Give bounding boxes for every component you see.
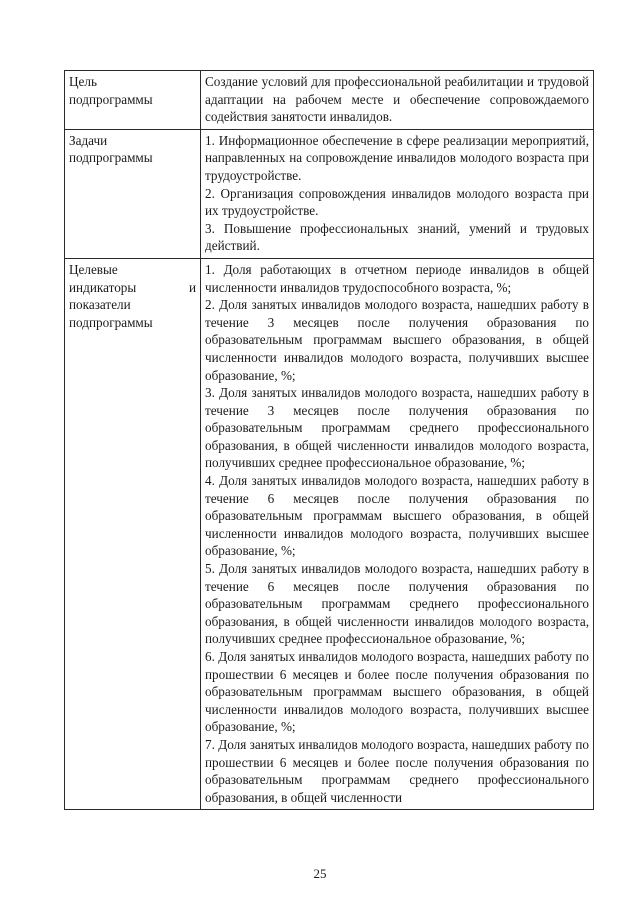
table-row-indicators (65, 258, 594, 809)
table-row-tasks (65, 129, 594, 258)
indicator-item: 6. Доля занятых инвалидов молодого возраста, нашедших работу по прошествии 6 месяцев и более после получения образования по образовательным программам высшего образования, в общей численности инвалидов молодого возраста, получивших высшее образование, %; (205, 649, 589, 735)
row-content-indicators (201, 258, 594, 809)
indicator-item: 5. Доля занятых инвалидов молодого возраста, нашедших работу в течение 6 месяцев после получения образования по образовательным программам среднего профессионального образования, в общей численности инвалидов молодого возраста, получивших среднее профессиональное образование, %; (205, 561, 589, 647)
row-content-tasks (201, 129, 594, 258)
table-row-goal (65, 71, 594, 130)
row-label-indicators (65, 258, 201, 809)
indicator-item: 4. Доля занятых инвалидов молодого возраста, нашедших работу в течение 6 месяцев после получения образования по образовательным программам высшего образования, в общей численности инвалидов молодого возраста, получивших высшее образование, %; (205, 473, 589, 559)
indicator-item: 1. Доля работающих в отчетном периоде инвалидов в общей численности инвалидов трудоспособного возраста, %; (205, 261, 589, 295)
indicator-item: 2. Доля занятых инвалидов молодого возраста, нашедших работу в течение 3 месяцев после получения образования по образовательным программам высшего образования, в общей численности инвалидов молодого возраста, получивших высшее образование, %; (205, 297, 589, 383)
row-label-tasks (65, 129, 201, 258)
task-item: 3. Повышение профессиональных знаний, умений и трудовых действий. (205, 220, 589, 254)
task-item: 1. Информационное обеспечение в сфере реализации мероприятий, направленных на сопровождение инвалидов молодого возраста при трудоустройстве. (205, 132, 589, 183)
page-number: 25 (313, 866, 327, 881)
subprogram-table (64, 70, 594, 810)
indicator-item: 3. Доля занятых инвалидов молодого возраста, нашедших работу в течение 3 месяцев после получения образования по образовательным программам среднего профессионального образования, в общей численности инвалидов молодого возраста, получивших среднее профессиональное образование, %; (205, 385, 589, 471)
row-label-text: Задачи подпрограммы (69, 132, 153, 166)
row-label-text: Цель подпрограммы (69, 74, 153, 107)
row-content-goal (201, 71, 594, 130)
row-label-line: индикаторы и (69, 279, 196, 295)
task-item: 2. Организация сопровождения инвалидов молодого возраста при их трудоустройстве. (205, 185, 589, 219)
row-label-line: подпрограммы (69, 314, 153, 330)
row-label-line: Целевые (69, 261, 118, 277)
goal-paragraph: Создание условий для профессиональной реабилитации и трудовой адаптации на рабочем месте и обеспечение сопровождаемого содействия занятости инвалидов. (205, 74, 589, 125)
indicator-item: 7. Доля занятых инвалидов молодого возраста, нашедших работу по прошествии 6 месяцев и более после получения образования по образовательным программам среднего профессионального образования, в общей численности (205, 736, 589, 805)
row-label-goal (65, 71, 201, 130)
row-label-line: показатели (69, 297, 131, 313)
